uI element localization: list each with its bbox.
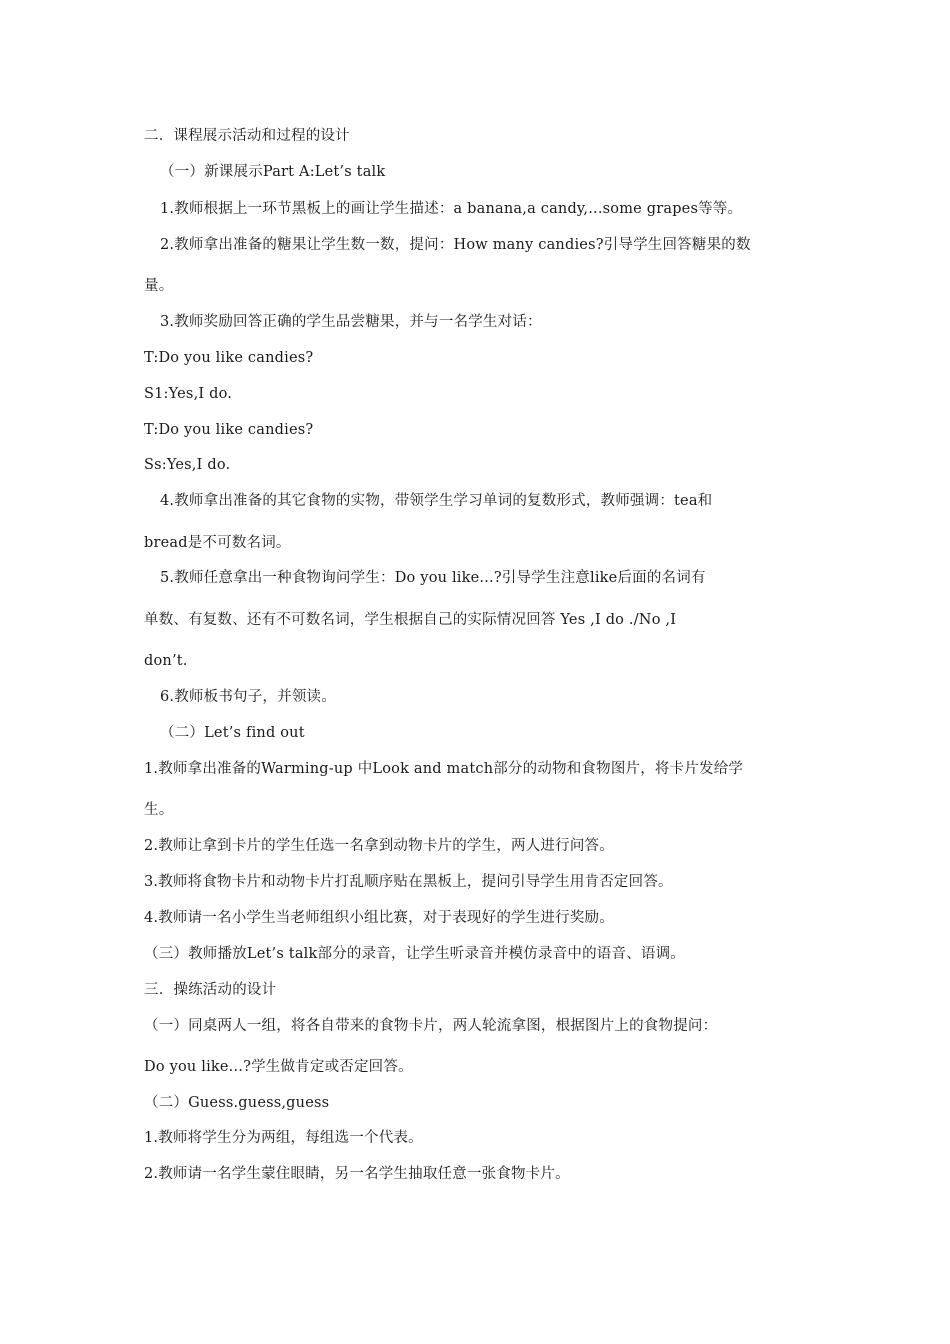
paragraph-line: don’t.	[144, 653, 188, 669]
subsection-heading: （一）新课展示Part A:Let’s talk	[160, 164, 386, 180]
paragraph-line: 量。	[144, 278, 174, 294]
paragraph-line: 3.教师奖励回答正确的学生品尝糖果，并与一名学生对话：	[160, 314, 542, 330]
paragraph-line: 5.教师任意拿出一种食物询问学生：Do you like...?引导学生注意like后面的名词有	[160, 570, 706, 586]
paragraph-line: 4.教师拿出准备的其它食物的实物，带领学生学习单词的复数形式，教师强调：tea和	[160, 493, 713, 509]
subsection-heading: （三）教师播放Let’s talk部分的录音，让学生听录音并模仿录音中的语音、语调。	[144, 946, 685, 962]
section-heading-2: 二．课程展示活动和过程的设计	[144, 128, 350, 144]
paragraph-line: 1.教师将学生分为两组，每组选一个代表。	[144, 1130, 423, 1146]
paragraph-line: bread是不可数名词。	[144, 535, 291, 551]
paragraph-line: 2.教师让拿到卡片的学生任选一名拿到动物卡片的学生，两人进行问答。	[144, 838, 614, 854]
paragraph-line: 6.教师板书句子，并领读。	[160, 689, 336, 705]
paragraph-line: 4.教师请一名小学生当老师组织小组比赛，对于表现好的学生进行奖励。	[144, 910, 614, 926]
paragraph-line: 1.教师根据上一环节黑板上的画让学生描述：a banana,a candy,...some grapes等等。	[160, 201, 743, 217]
dialogue-line: Ss:Yes,I do.	[144, 457, 231, 473]
dialogue-line: S1:Yes,I do.	[144, 386, 233, 402]
subsection-heading: （二）Guess.guess,guess	[144, 1095, 330, 1111]
paragraph-line: 3.教师将食物卡片和动物卡片打乱顺序贴在黑板上，提问引导学生用肯否定回答。	[144, 874, 673, 890]
dialogue-line: T:Do you like candies?	[144, 350, 314, 366]
paragraph-line: （一）同桌两人一组，将各自带来的食物卡片，两人轮流拿图，根据图片上的食物提问：	[144, 1018, 718, 1034]
paragraph-line: 1.教师拿出准备的Warming-up 中Look and match部分的动物和食物图片，将卡片发给学	[144, 761, 744, 777]
subsection-heading: （二）Let’s find out	[160, 725, 305, 741]
paragraph-line: 生。	[144, 802, 174, 818]
section-heading-3: 三．操练活动的设计	[144, 982, 277, 998]
paragraph-line: Do you like...?学生做肯定或否定回答。	[144, 1059, 413, 1075]
dialogue-line: T:Do you like candies?	[144, 422, 314, 438]
paragraph-line: 单数、有复数、还有不可数名词，学生根据自己的实际情况回答 Yes ,I do ./No ,I	[144, 612, 677, 628]
paragraph-line: 2.教师请一名学生蒙住眼睛，另一名学生抽取任意一张食物卡片。	[144, 1166, 570, 1182]
paragraph-line: 2.教师拿出准备的糖果让学生数一数，提问：How many candies?引导学生回答糖果的数	[160, 237, 751, 253]
